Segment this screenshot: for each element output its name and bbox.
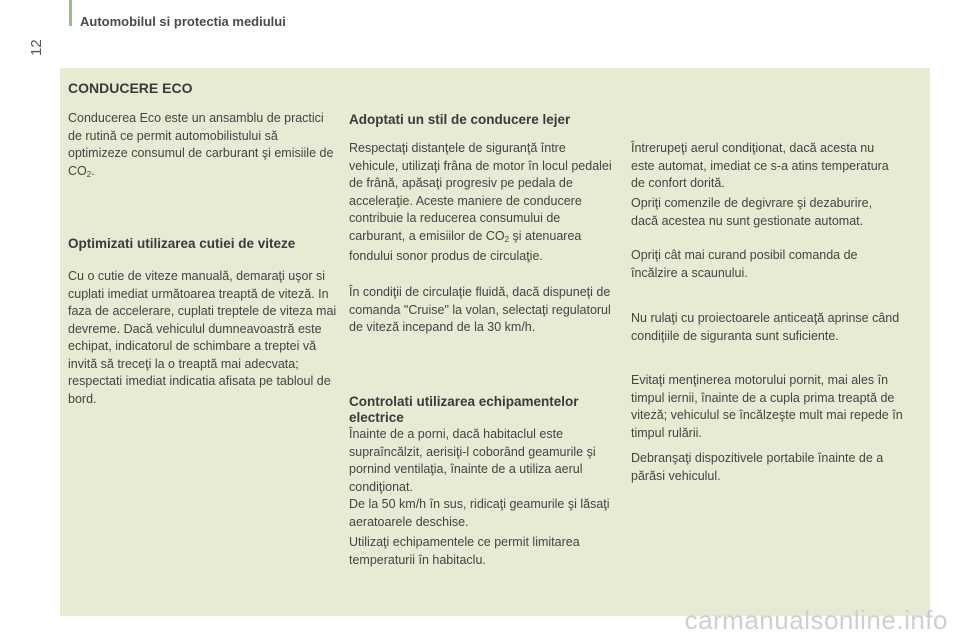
electrical-paragraph-3: Utilizaţi echipamentele ce permit limitarea temperaturii în habitaclu. [349,535,580,567]
page-title: CONDUCERE ECO [68,80,193,96]
right-paragraph-5: Evitaţi menţinerea motorului pornit, mai ales în timpul iernii, înainte de a cupla prima treaptă de viteză; vehiculul se încălzeşte mult mai repede în timpul rulării. [631,373,903,440]
header-rule [69,0,72,26]
section-title: Automobilul si protectia mediului [80,14,286,29]
page-number: 12 [28,39,45,56]
light-driving-paragraph-1: Respectaţi distanţele de siguranţă între vehicule, utilizaţi frâna de motor în locul pedalei de frână, apăsaţi progresiv pe pedala de acceleraţie. Aceste maniere de conducere contribuie la reducerea consumului de carburant, a emisiilor de $CO_2$ şi atenuarea fondului sonor produs de circulaţie. [349,141,612,263]
right-paragraph-2: Opriţi comenzile de degivrare şi dezaburire, dacă acestea nu sunt gestionate automat. [631,196,873,228]
electrical-paragraph-2: De la 50 km/h în sus, ridicaţi geamurile şi lăsaţi aeratoarele deschise. [349,497,610,529]
right-paragraph-3: Opriţi cât mai curand posibil comanda de încălzire a scaunului. [631,248,858,280]
intro-paragraph: Conducerea Eco este un ansamblu de practici de rutină ce permit automobilistului să optimizeze consumul de carburant şi emisiile de $CO_2$. [68,111,334,179]
electrical-paragraph-1: Înainte de a porni, dacă habitaclul este supraîncălzit, aerisiţi-l coborând geamurile şi pornind ventilaţia, înainte de a utiliza aerul condiţionat. [349,427,596,494]
gearbox-paragraph: Cu o cutie de viteze manuală, demaraţi uşor si cuplati imediat următoarea treaptă de viteză. In faza de accelerare, cuplati treptele de viteza mai devreme. Dacă vehiculul dumneavoastră este echipat, indicatorul de schimbare a treptei vă invită să treceţi la o treaptă mai adecvata; respectati imediat indicatia afisata pe tabloul de bord. [68,269,337,406]
light-driving-paragraph-2: În condiţii de circulaţie fluidă, dacă dispuneţi de comanda "Cruise" la volan, selectaţi regulatorul de viteză incepand de la 30 km/h. [349,285,611,334]
right-paragraph-1: Întrerupeţi aerul condiţionat, dacă acesta nu este automat, imediat ce s-a atins temperatura de confort dorită. [631,141,889,190]
electrical-heading: Controlati utilizarea echipamentelor electrice [349,394,579,425]
light-driving-heading: Adoptati un stil de conducere lejer [349,112,571,127]
watermark: carmanualsonline.info [684,605,948,635]
right-paragraph-6: Debranşaţi dispozitivele portabile înainte de a părăsi vehiculul. [631,451,884,483]
right-paragraph-4: Nu rulaţi cu proiectoarele anticeaţă aprinse când condiţiile de siguranta sunt suficiente. [631,311,900,343]
gearbox-heading: Optimizati utilizarea cutiei de viteze [68,236,296,251]
